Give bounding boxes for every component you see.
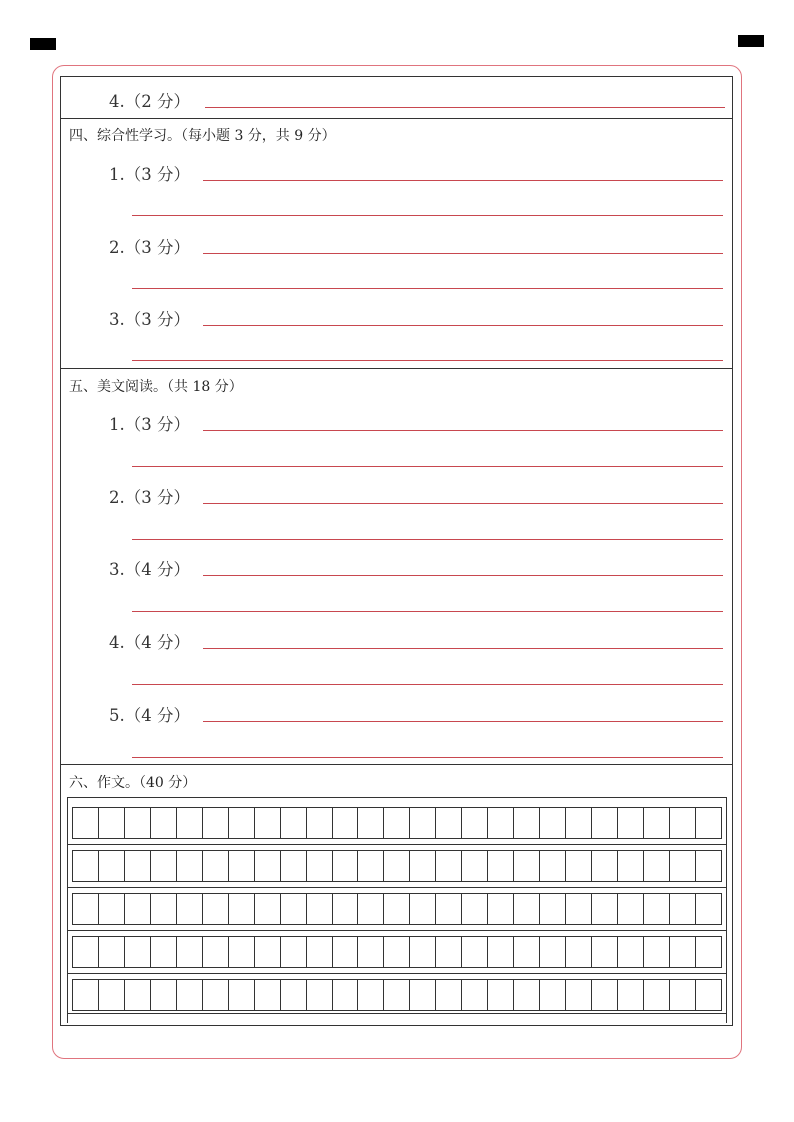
grid-cell[interactable] (358, 937, 384, 967)
question-label: 1.（3 分） (109, 415, 190, 434)
composition-grid[interactable] (67, 797, 727, 1023)
grid-cell[interactable] (358, 808, 384, 838)
grid-cell[interactable] (333, 937, 359, 967)
grid-cell[interactable] (566, 894, 592, 924)
grid-cell[interactable] (229, 894, 255, 924)
grid-cell[interactable] (644, 851, 670, 881)
grid-cell[interactable] (177, 894, 203, 924)
grid-cell[interactable] (592, 894, 618, 924)
answer-line[interactable] (203, 325, 723, 326)
question-label: 5.（4 分） (109, 706, 190, 725)
grid-cell[interactable] (203, 808, 229, 838)
grid-cell[interactable] (462, 937, 488, 967)
grid-cell[interactable] (151, 937, 177, 967)
grid-cell[interactable] (307, 808, 333, 838)
grid-cell[interactable] (99, 937, 125, 967)
grid-cell[interactable] (670, 851, 696, 881)
grid-cell[interactable] (73, 808, 99, 838)
grid-cell[interactable] (333, 851, 359, 881)
grid-cell[interactable] (410, 894, 436, 924)
grid-cell[interactable] (384, 808, 410, 838)
section-title: 五、美文阅读。（共 18 分） (69, 379, 243, 395)
grid-cell[interactable] (566, 980, 592, 1010)
grid-cell[interactable] (384, 851, 410, 881)
grid-gap-rule (68, 973, 726, 974)
grid-cell[interactable] (203, 980, 229, 1010)
answer-line[interactable] (132, 611, 723, 612)
grid-cell[interactable] (670, 980, 696, 1010)
grid-cell[interactable] (618, 851, 644, 881)
grid-cell[interactable] (255, 937, 281, 967)
grid-cell[interactable] (307, 851, 333, 881)
grid-cell[interactable] (281, 937, 307, 967)
grid-cell[interactable] (333, 894, 359, 924)
grid-cell[interactable] (696, 894, 721, 924)
grid-cell[interactable] (410, 851, 436, 881)
registration-mark-left (30, 38, 56, 50)
grid-cell[interactable] (644, 808, 670, 838)
question-label: 2.（3 分） (109, 238, 190, 257)
grid-cell[interactable] (488, 894, 514, 924)
grid-cell[interactable] (488, 808, 514, 838)
grid-cell[interactable] (514, 851, 540, 881)
answer-line[interactable] (203, 503, 723, 504)
grid-cell[interactable] (229, 937, 255, 967)
grid-cell[interactable] (618, 980, 644, 1010)
grid-row[interactable] (72, 850, 722, 882)
grid-cell[interactable] (462, 894, 488, 924)
grid-cell[interactable] (696, 980, 721, 1010)
grid-cell[interactable] (358, 851, 384, 881)
grid-cell[interactable] (73, 980, 99, 1010)
answer-line[interactable] (203, 180, 723, 181)
grid-row[interactable] (72, 893, 722, 925)
grid-cell[interactable] (255, 980, 281, 1010)
grid-cell[interactable] (307, 937, 333, 967)
grid-cell[interactable] (566, 808, 592, 838)
grid-cell[interactable] (436, 851, 462, 881)
grid-cell[interactable] (384, 937, 410, 967)
grid-cell[interactable] (592, 851, 618, 881)
grid-cell[interactable] (384, 980, 410, 1010)
grid-cell[interactable] (99, 980, 125, 1010)
grid-cell[interactable] (281, 851, 307, 881)
grid-cell[interactable] (540, 937, 566, 967)
grid-cell[interactable] (540, 894, 566, 924)
grid-cell[interactable] (281, 894, 307, 924)
grid-cell[interactable] (410, 808, 436, 838)
grid-cell[interactable] (566, 851, 592, 881)
grid-cell[interactable] (151, 894, 177, 924)
question-label: 3.（3 分） (109, 310, 190, 329)
grid-cell[interactable] (203, 937, 229, 967)
grid-cell[interactable] (151, 808, 177, 838)
grid-cell[interactable] (488, 937, 514, 967)
answer-line[interactable] (203, 430, 723, 431)
grid-cell[interactable] (73, 851, 99, 881)
registration-mark-right (738, 35, 764, 47)
grid-cell[interactable] (229, 808, 255, 838)
grid-cell[interactable] (151, 851, 177, 881)
grid-cell[interactable] (618, 937, 644, 967)
grid-cell[interactable] (358, 894, 384, 924)
grid-top-rule (68, 797, 726, 798)
answer-line[interactable] (203, 575, 723, 576)
grid-cell[interactable] (255, 851, 281, 881)
grid-row[interactable] (72, 807, 722, 839)
grid-bottom-rule (68, 1013, 726, 1014)
grid-cell[interactable] (644, 937, 670, 967)
grid-cell[interactable] (410, 937, 436, 967)
grid-cell[interactable] (488, 980, 514, 1010)
grid-cell[interactable] (462, 808, 488, 838)
answer-line[interactable] (203, 253, 723, 254)
grid-gap-rule (68, 930, 726, 931)
grid-cell[interactable] (670, 808, 696, 838)
section-divider (61, 118, 732, 119)
question-label: 2.（3 分） (109, 488, 190, 507)
answer-line[interactable] (132, 466, 723, 467)
grid-gap-rule (68, 844, 726, 845)
grid-cell[interactable] (514, 937, 540, 967)
grid-cell[interactable] (99, 851, 125, 881)
grid-cell[interactable] (566, 937, 592, 967)
grid-cell[interactable] (125, 894, 151, 924)
grid-cell[interactable] (618, 894, 644, 924)
grid-cell[interactable] (229, 851, 255, 881)
grid-cell[interactable] (125, 851, 151, 881)
grid-cell[interactable] (488, 851, 514, 881)
grid-cell[interactable] (73, 894, 99, 924)
grid-cell[interactable] (462, 980, 488, 1010)
grid-cell[interactable] (670, 894, 696, 924)
answer-line[interactable] (132, 215, 723, 216)
grid-cell[interactable] (514, 808, 540, 838)
answer-line[interactable] (203, 721, 723, 722)
answer-line[interactable] (203, 648, 723, 649)
question-label: 4.（2 分） (109, 92, 190, 111)
grid-cell[interactable] (203, 851, 229, 881)
answer-line[interactable] (132, 360, 723, 361)
grid-cell[interactable] (333, 808, 359, 838)
grid-cell[interactable] (696, 851, 721, 881)
grid-cell[interactable] (436, 808, 462, 838)
grid-cell[interactable] (151, 980, 177, 1010)
grid-gap-rule (68, 887, 726, 888)
grid-cell[interactable] (125, 937, 151, 967)
grid-cell[interactable] (540, 851, 566, 881)
grid-cell[interactable] (462, 851, 488, 881)
grid-cell[interactable] (307, 894, 333, 924)
grid-cell[interactable] (592, 980, 618, 1010)
grid-cell[interactable] (540, 980, 566, 1010)
grid-cell[interactable] (670, 937, 696, 967)
grid-cell[interactable] (410, 980, 436, 1010)
grid-cell[interactable] (177, 851, 203, 881)
grid-cell[interactable] (177, 980, 203, 1010)
grid-cell[interactable] (384, 894, 410, 924)
answer-line[interactable] (132, 684, 723, 685)
grid-cell[interactable] (514, 894, 540, 924)
grid-cell[interactable] (358, 980, 384, 1010)
section-divider (61, 368, 732, 369)
grid-cell[interactable] (436, 980, 462, 1010)
grid-row[interactable] (72, 979, 722, 1011)
question-label: 1.（3 分） (109, 165, 190, 184)
section-divider (61, 764, 732, 765)
grid-cell[interactable] (514, 980, 540, 1010)
grid-cell[interactable] (255, 894, 281, 924)
grid-cell[interactable] (592, 808, 618, 838)
grid-cell[interactable] (281, 808, 307, 838)
grid-cell[interactable] (125, 808, 151, 838)
grid-cell[interactable] (540, 808, 566, 838)
grid-cell[interactable] (644, 894, 670, 924)
grid-cell[interactable] (125, 980, 151, 1010)
grid-cell[interactable] (333, 980, 359, 1010)
answer-line[interactable] (132, 757, 723, 758)
grid-cell[interactable] (177, 937, 203, 967)
grid-cell[interactable] (696, 937, 721, 967)
grid-cell[interactable] (436, 894, 462, 924)
grid-cell[interactable] (255, 808, 281, 838)
answer-line[interactable] (205, 107, 725, 108)
grid-cell[interactable] (696, 808, 721, 838)
grid-cell[interactable] (73, 937, 99, 967)
grid-cell[interactable] (592, 937, 618, 967)
question-label: 4.（4 分） (109, 633, 190, 652)
grid-row[interactable] (72, 936, 722, 968)
grid-cell[interactable] (99, 808, 125, 838)
grid-cell[interactable] (644, 980, 670, 1010)
grid-cell[interactable] (177, 808, 203, 838)
grid-cell[interactable] (618, 808, 644, 838)
grid-cell[interactable] (99, 894, 125, 924)
grid-cell[interactable] (307, 980, 333, 1010)
grid-cell[interactable] (436, 937, 462, 967)
section-title: 六、作文。（40 分） (69, 775, 197, 791)
answer-line[interactable] (132, 288, 723, 289)
section-title: 四、综合性学习。（每小题 3 分，共 9 分） (69, 128, 336, 144)
grid-cell[interactable] (229, 980, 255, 1010)
answer-line[interactable] (132, 539, 723, 540)
grid-cell[interactable] (281, 980, 307, 1010)
grid-cell[interactable] (203, 894, 229, 924)
question-label: 3.（4 分） (109, 560, 190, 579)
answer-sheet-box (60, 76, 733, 1026)
